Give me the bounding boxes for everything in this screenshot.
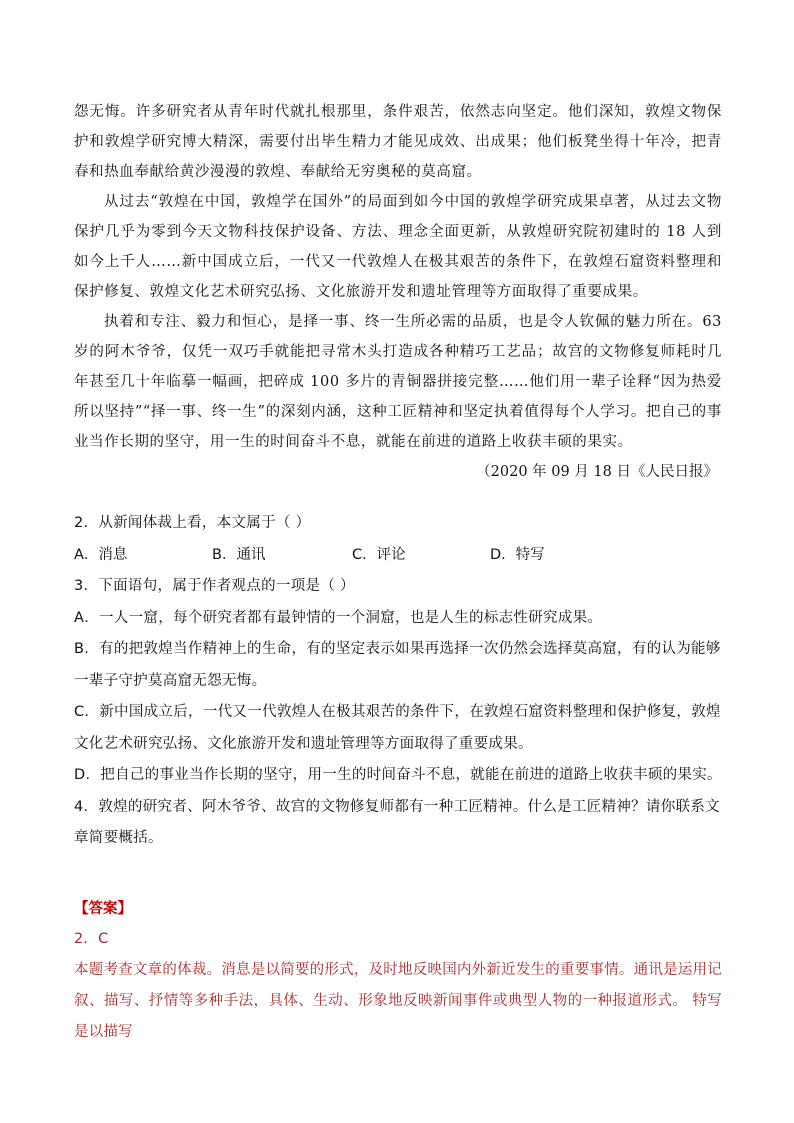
option-b: B．通讯: [212, 546, 266, 563]
article-paragraph-3: 执着和专注、毅力和恒心，是择一事、终一生所必需的品质，也是令人钦佩的魅力所在。63 岁的阿木爷爷，仅凭一双巧手就能把寻常木头打造成各种精巧工艺品；故宫的文物修复师耗时几年甚至几十年临摹一幅画，把碎成 100 多片的青铜器拼接完整……他们用一辈子诠释“因为热爱所以坚持”“择一事、终一生”的深刻内涵，这种工匠精神和坚定执着值得每个人学习。把自己的事业当作长期的坚守，用一生的时间奋斗不息，就能在前进的道路上收获丰硕的果实。: [74, 314, 722, 450]
answer-section: [74, 894, 722, 1048]
article-source: （2020 年 09 月 18 日《人民日报》: [476, 464, 718, 480]
answer-2: 2．C: [74, 931, 109, 947]
article-paragraph-1: 怨无悔。许多研究者从青年时代就扎根那里，条件艰苦，依然志向坚定。他们深知，敦煌文物保护和敦煌学研究博大精深，需要付出毕生精力才能见成效、出成果；他们板凳坐得十年冷，把青春和热血奉献给黄沙漫漫的敦煌、奉献给无穷奥秘的莫高窟。: [74, 104, 722, 180]
question-3-option-d: D．把自己的事业当作长期的坚守，用一生的时间奋斗不息，就能在前进的道路上收获丰硕的果实。: [74, 767, 722, 783]
question-2-options: [74, 540, 722, 572]
question-2: 2．从新闻体裁上看，本文属于（ ）: [74, 515, 311, 531]
question-3-option-c: C．新中国成立后，一代又一代敦煌人在极其艰苦的条件下，在敦煌石窟资料整理和保护修复，敦煌文化艺术研究弘扬、文化旅游开发和遗址管理等方面取得了重要成果。: [74, 704, 721, 752]
question-3-option-b: B．有的把敦煌当作精神上的生命，有的坚定表示如果再选择一次仍然会选择莫高窟，有的认为能够一辈子守护莫高窟无怨无悔。: [74, 641, 721, 689]
question-3: 3．下面语句，属于作者观点的一项是（ ）: [74, 578, 355, 594]
option-a: A．消息: [74, 546, 128, 563]
answer-heading: 【答案】: [74, 901, 132, 917]
article-body: [74, 97, 722, 487]
question-4: 4．敦煌的研究者、阿木爷爷、故宫的文物修复师都有一种工匠精神。什么是工匠精神？请你联系文章简要概括。: [74, 798, 720, 846]
question-3-option-a: A．一人一窟，每个研究者都有最钟情的一个洞窟，也是人生的标志性研究成果。: [74, 609, 603, 626]
answer-explanation: 本题考查文章的体裁。消息是以简要的形式，及时地反映国内外新近发生的重要事情。通讯是运用记叙、描写、抒情等多种手法，具体、生动、形象地反映新闻事件或典型人物的一种报道形式。 特写是以描写: [74, 962, 722, 1040]
questions-section: [74, 508, 722, 855]
option-d: D．特写: [490, 546, 545, 563]
article-paragraph-2: 从过去“敦煌在中国，敦煌学在国外”的局面到如今中国的敦煌学研究成果卓著，从过去文物保护几乎为零到今天文物科技保护设备、方法、理念全面更新，从敦煌研究院初建时的 18 人到如今上千人……新中国成立后，一代又一代敦煌人在极其艰苦的条件下，在敦煌石窟资料整理和保护修复、敦煌文化艺术研究弘扬、文化旅游开发和遗址管理等方面取得了重要成果。: [74, 194, 722, 300]
option-c: C．评论: [352, 546, 406, 563]
